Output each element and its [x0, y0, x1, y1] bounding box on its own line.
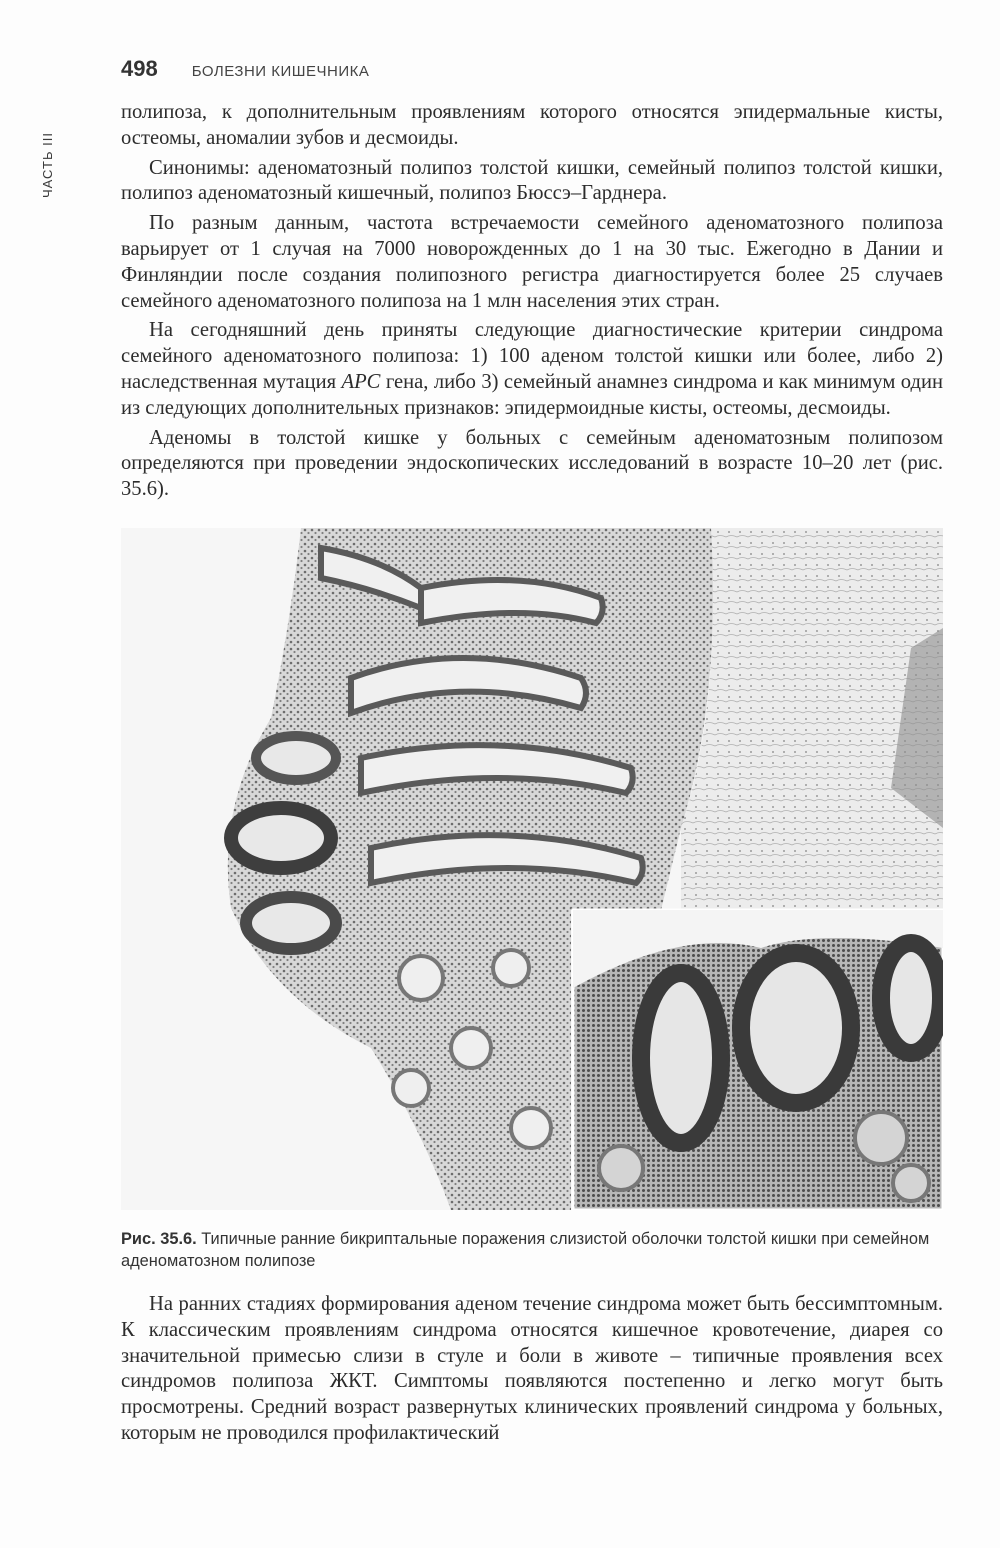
paragraph-adenomas: Аденомы в толстой кишке у больных с семейным аденоматозным полипозом определяются при проведении эндоскопических исследований в возрасте 10–20 лет (рис. 35.6).: [121, 426, 943, 501]
page-header: [121, 56, 369, 86]
part-label-text: ЧАСТЬ III: [40, 132, 55, 198]
paragraph-continuation: полипоза, к дополнительным проявлениям которого относятся эпидермальные кисты, остеомы, аномалии зубов и десмоиды.: [121, 101, 943, 149]
paragraph-criteria: [121, 318, 943, 421]
running-head: БОЛЕЗНИ КИШЕЧНИКА: [191, 63, 370, 80]
figure-caption: [121, 1228, 943, 1272]
caption-label: Рис. 35.6.: [121, 1230, 197, 1248]
paragraph-symptoms: На ранних стадиях формирования аденом течение синдрома может быть бессимптомным. К классическим проявлениям синдрома относятся кишечное кровотечение, диарея со значительной примесью слизи в стуле и боли в животе – типичные проявления всех синдромов полипоза ЖКТ. Симптомы появляются постепенно и легко могут быть просмотрены. Средний возраст развернутых клинических проявлений синдрома у больных, которым не проводился профилактический: [121, 1293, 943, 1444]
paragraph-synonyms: Синонимы: аденоматозный полипоз толстой кишки, семейный полипоз толстой кишки, полипоз аденоматозный кишечный, полипоз Бюссэ–Гарднера.: [121, 156, 943, 205]
criteria-text-2: гена, либо 3) семейный анамнез синдрома и как минимум один из следующих дополнительных признаков: эпидермоидные кисты, остеомы, десмоиды.: [121, 370, 943, 419]
part-side-label: [28, 110, 68, 200]
paragraph-frequency: По разным данным, частота встречаемости семейного аденоматозного полипоза варьирует от 1 случая на 7000 новорожденных до 1 на 30 тыс. Ежегодно в Дании и Финляндии после создания полипозного регистра диагностируется более 25 случаев семейного аденоматозного полипоза на 1 млн населения этих стран.: [121, 212, 943, 312]
histology-micrograph-image: [121, 528, 943, 1210]
top-text-block: [121, 100, 943, 507]
bottom-text-block: [121, 1292, 943, 1451]
histology-figure: [121, 528, 943, 1210]
caption-text: Типичные ранние бикриптальные поражения слизистой оболочки толстой кишки при семейном аденоматозном полипозе: [121, 1230, 930, 1270]
page-number: 498: [121, 56, 158, 81]
criteria-text-1: На сегодняшний день приняты следующие диагностические критерии синдрома семейного аденоматозного полипоза: 1) 100 аденом толстой кишки или более, либо 2) наследственная мутация: [121, 319, 943, 393]
gene-name: APC: [341, 370, 381, 393]
